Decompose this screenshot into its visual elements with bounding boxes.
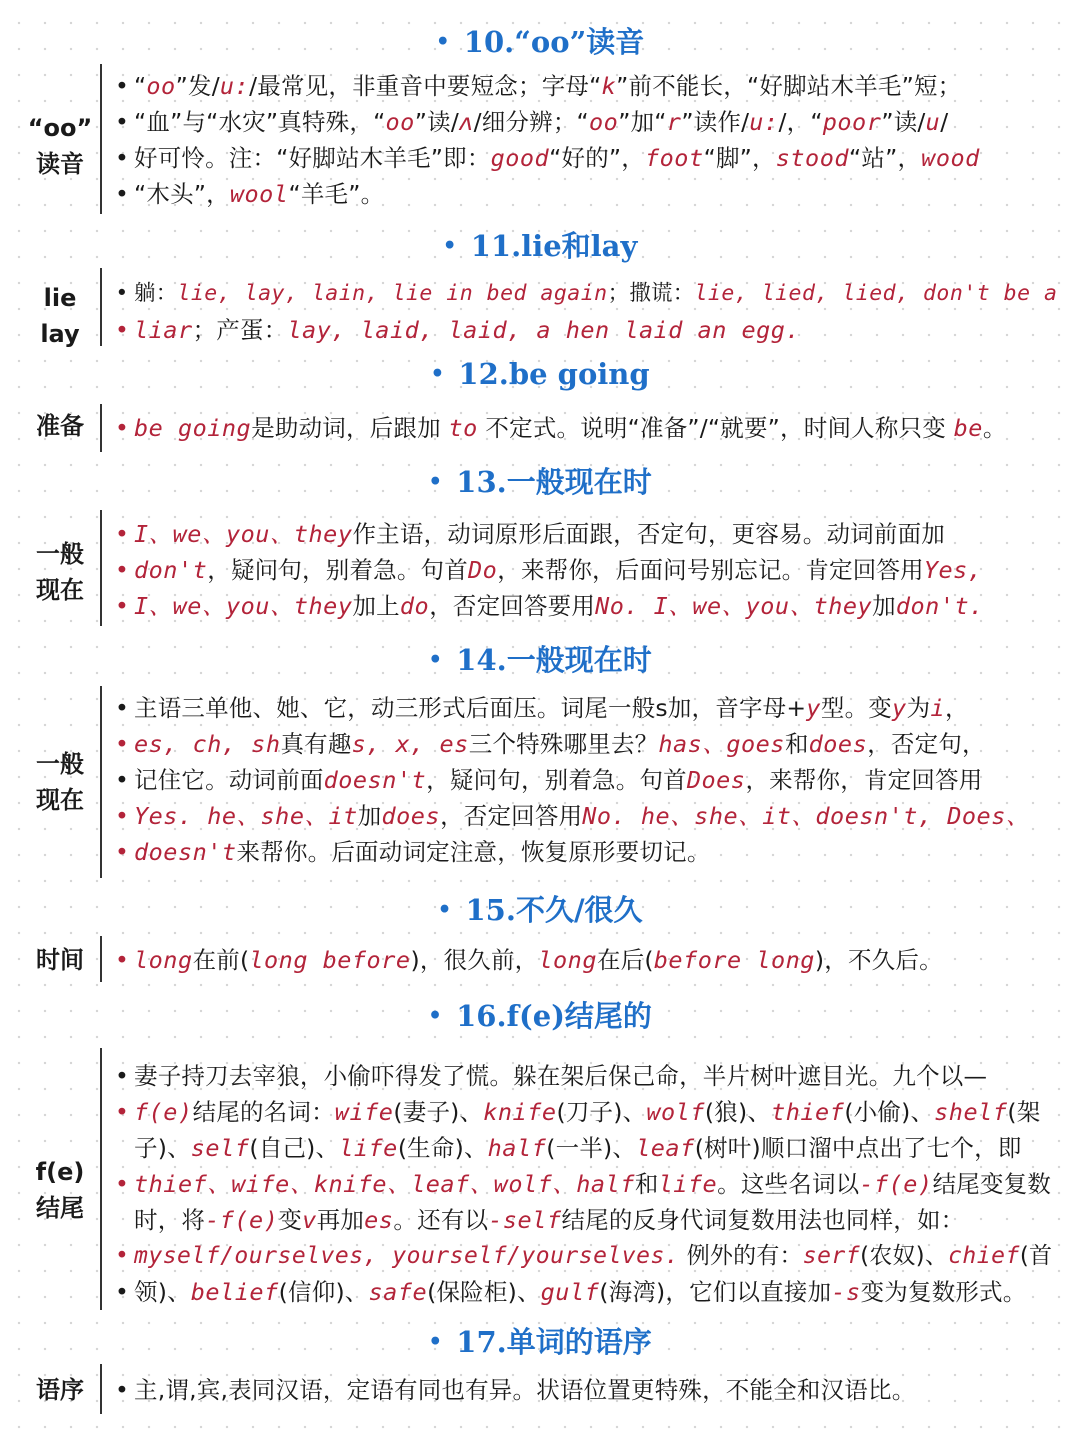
content-line: [110, 1094, 1060, 1130]
section-title: [0, 1324, 1080, 1360]
english-example: v: [302, 1206, 317, 1234]
english-example: oo: [385, 108, 415, 136]
section-label-line: 现在: [36, 786, 84, 814]
english-example: oo: [588, 108, 619, 136]
chinese-text: (妻子)、: [393, 1098, 484, 1126]
section-label: [18, 408, 102, 444]
english-example: -s: [831, 1278, 861, 1306]
english-example: self: [190, 1134, 250, 1162]
chinese-text: 变为复数形式。: [860, 1278, 1027, 1306]
bullet-icon: •: [115, 1243, 129, 1269]
chinese-text: )，很久前，: [410, 946, 539, 974]
title-bullet-icon: •: [435, 29, 450, 55]
section-label-line: 语序: [36, 1376, 84, 1404]
english-example: does: [381, 802, 441, 830]
english-example: ʌ: [458, 108, 474, 136]
chinese-text: ，: [945, 694, 969, 722]
content-line: [110, 942, 1060, 978]
english-example: No. he、she、it、doesn't, Does、: [582, 802, 1030, 830]
bullet-icon: •: [114, 694, 130, 722]
content-line: [110, 176, 1060, 212]
english-example: wool: [229, 180, 289, 208]
chinese-text: (一半)、: [546, 1134, 637, 1162]
bullet-icon: •: [114, 1376, 130, 1404]
english-example: good: [490, 144, 550, 172]
content-line: [110, 1058, 1060, 1094]
content-line: [110, 1274, 1060, 1310]
english-example: wood: [921, 144, 980, 172]
english-example: Yes,: [923, 556, 983, 584]
bullet-icon: •: [114, 1170, 130, 1198]
chinese-text: “羊毛”。: [288, 180, 385, 208]
section-divider: [100, 1048, 102, 1310]
section-label: [18, 746, 102, 818]
bullet-icon: •: [114, 180, 130, 208]
english-example: life: [658, 1170, 718, 1198]
section-title: [0, 892, 1080, 928]
content-line: [110, 690, 1060, 726]
chinese-text: 不定式。说明“准备”/“就要”，时间人称只变: [477, 414, 954, 442]
english-example: u:: [749, 108, 779, 136]
chinese-text: ，疑问句，别着急。句首: [426, 766, 687, 794]
chinese-text: ，来帮你，肯定回答用: [745, 766, 983, 794]
english-example: long: [134, 946, 193, 974]
bullet-icon: •: [114, 1062, 130, 1090]
chinese-text: ，否定回答用: [440, 802, 583, 830]
content-line: [110, 276, 1060, 312]
content-line: [110, 588, 1060, 624]
content-line: [110, 726, 1060, 762]
english-example: y: [892, 694, 907, 722]
chinese-text: 结尾变复数: [932, 1170, 1052, 1198]
section-divider: [100, 686, 102, 878]
content-line: [110, 1202, 1060, 1238]
chinese-text: 时，将: [134, 1206, 206, 1234]
section-title: [0, 24, 1080, 60]
section-divider: [100, 510, 102, 626]
content-line: [110, 68, 1060, 104]
content-line: [110, 552, 1060, 588]
section-title-text: 16.f(e)结尾的: [456, 999, 652, 1033]
chinese-text: /最常见，非重音中要短念；字母“: [249, 72, 602, 100]
english-example: liar: [134, 316, 193, 344]
english-example: long before: [249, 946, 411, 974]
section-divider: [100, 1364, 102, 1414]
section-title-text: 10.“oo”读音: [463, 25, 645, 59]
section-title: [0, 642, 1080, 678]
chinese-text: 领)、: [134, 1278, 191, 1306]
chinese-text: ”前不能长，“好脚站木羊毛”短；: [616, 72, 962, 100]
chinese-text: (刀子)、: [556, 1098, 647, 1126]
section-label-line: 一般: [36, 750, 84, 778]
bullet-icon: •: [114, 556, 130, 584]
english-example: No. I、we、you、they: [595, 592, 873, 620]
english-example: don't.: [895, 592, 984, 620]
chinese-text: /细分辨；“: [473, 108, 589, 136]
english-example: r: [666, 108, 682, 136]
content-line: [110, 140, 1060, 176]
chinese-text: 。还有以: [393, 1206, 489, 1234]
chinese-text: 在后(: [596, 946, 654, 974]
section-label: [18, 280, 102, 352]
section-label-line: 一般: [36, 540, 84, 568]
chinese-text: 型。变: [820, 694, 892, 722]
chinese-text: “木头”，: [134, 180, 230, 208]
section-label-line: 现在: [36, 576, 84, 604]
bullet-icon: •: [114, 946, 130, 974]
chinese-text: “脚”，: [703, 144, 776, 172]
title-bullet-icon: •: [428, 1003, 443, 1029]
chinese-text: /，“: [778, 108, 823, 136]
chinese-text: /: [940, 108, 949, 136]
english-example: myself/ourselves, yourself/yourselves.: [134, 1243, 680, 1269]
content-line: [110, 516, 1060, 552]
chinese-text: ，否定回答要用: [429, 592, 596, 620]
english-example: thief: [771, 1098, 845, 1126]
english-example: before long: [653, 946, 815, 974]
bullet-icon: •: [114, 766, 130, 794]
chinese-text: ”读/: [881, 108, 926, 136]
chinese-text: ，疑问句，别着急。句首: [207, 556, 468, 584]
section-title-text: 14.一般现在时: [456, 643, 652, 677]
chinese-text: 再加: [316, 1206, 365, 1234]
bullet-icon: •: [114, 1098, 130, 1126]
chinese-text: 和: [634, 1170, 659, 1198]
chinese-text: “血”与“水灾”真特殊，“: [134, 108, 386, 136]
bullet-icon: •: [114, 316, 130, 344]
bullet-icon: •: [114, 730, 130, 758]
section-label-line: 结尾: [36, 1194, 84, 1222]
section-title-text: 13.一般现在时: [456, 465, 652, 499]
english-example: es: [364, 1206, 394, 1234]
chinese-text: 加: [357, 802, 382, 830]
section-title: [0, 228, 1080, 264]
chinese-text: (海湾)，它们以直接加: [599, 1278, 832, 1306]
english-example: shelf: [934, 1098, 1008, 1126]
chinese-text: 妻子持刀去宰狼，小偷吓得发了慌。躲在架后保己命，半片树叶遮目光。九个以—: [134, 1062, 988, 1090]
english-example: I、we、you、they: [134, 520, 353, 548]
chinese-text: 好可怜。注：“好脚站木羊毛”即：: [134, 144, 491, 172]
chinese-text: 真有趣: [280, 730, 352, 758]
chinese-text: (信仰)、: [278, 1278, 369, 1306]
content-line: [110, 834, 1060, 870]
chinese-text: (保险柜)、: [427, 1278, 541, 1306]
english-example: foot: [645, 144, 704, 172]
title-bullet-icon: •: [430, 361, 445, 387]
english-example: does: [808, 730, 868, 758]
english-example: wife: [334, 1098, 394, 1126]
content-line: [110, 1130, 1060, 1166]
section-label-line: “oo”: [27, 114, 93, 142]
section-label: [18, 536, 102, 608]
section-divider: [100, 404, 102, 452]
chinese-text: (自己)、: [249, 1134, 340, 1162]
english-example: stood: [775, 144, 850, 172]
english-example: s, x, es: [351, 730, 469, 758]
english-example: -f(e): [859, 1170, 933, 1198]
chinese-text: 加上: [352, 592, 400, 620]
english-example: thief、wife、knife、leaf、wolf、half: [134, 1170, 635, 1198]
english-example: be going: [134, 414, 252, 442]
section-divider: [100, 268, 102, 346]
bullet-icon: •: [114, 520, 130, 548]
chinese-text: 为: [906, 694, 931, 722]
english-example: -f(e): [205, 1206, 279, 1234]
bullet-icon: •: [114, 592, 130, 620]
chinese-text: “: [134, 72, 147, 100]
english-example: to: [448, 414, 478, 442]
bullet-icon: •: [114, 1278, 130, 1306]
chinese-text: 。: [982, 414, 1007, 442]
english-example: oo: [146, 72, 176, 100]
chinese-text: ”加“: [618, 108, 667, 136]
chinese-text: (架: [1007, 1098, 1041, 1126]
section-title-text: 17.单词的语序: [456, 1325, 652, 1359]
section-label: [18, 110, 102, 182]
chinese-text: 主语三单他、她、它，动三形式后面压。词尾一般s加，音字母+: [134, 694, 807, 722]
chinese-text: )，不久后。: [814, 946, 943, 974]
chinese-text: (首: [1019, 1243, 1053, 1269]
section-title: [0, 998, 1080, 1034]
english-example: lie, lay, lain, lie in bed again: [177, 281, 608, 306]
chinese-text: ；撒谎：: [607, 281, 695, 306]
bullet-icon: •: [114, 108, 130, 136]
section-label-line: lay: [40, 320, 80, 348]
english-example: safe: [368, 1278, 428, 1306]
english-example: doesn't: [323, 766, 427, 794]
english-example: be: [953, 414, 983, 442]
bullet-icon: •: [114, 72, 130, 100]
chinese-text: 三个特殊哪里去？: [468, 730, 659, 758]
english-example: life: [339, 1134, 398, 1162]
chinese-text: (农奴)、: [860, 1243, 949, 1269]
section-label: [18, 1372, 102, 1408]
chinese-text: (生命)、: [397, 1134, 488, 1162]
bullet-icon: •: [114, 414, 130, 442]
english-example: belief: [190, 1278, 279, 1306]
chinese-text: 例外的有：: [679, 1243, 803, 1269]
section-divider: [100, 936, 102, 982]
content-line: [110, 312, 1060, 348]
english-example: u: [925, 108, 941, 136]
english-example: gulf: [540, 1278, 600, 1306]
chinese-text: “站”，: [849, 144, 922, 172]
bullet-icon: •: [114, 838, 130, 866]
chinese-text: “好的”，: [549, 144, 646, 172]
title-bullet-icon: •: [428, 469, 443, 495]
chinese-text: ，来帮你，后面问号别忘记。肯定回答用: [497, 556, 924, 584]
content-line: [110, 1238, 1060, 1274]
english-example: k: [601, 72, 617, 100]
chinese-text: ”发/: [175, 72, 220, 100]
content-line: [110, 410, 1060, 446]
english-example: knife: [483, 1098, 557, 1126]
chinese-text: 结尾的名词：: [192, 1098, 335, 1126]
english-example: Yes. he、she、it: [134, 802, 358, 830]
chinese-text: 躺：: [134, 281, 178, 306]
chinese-text: 结尾的反身代词复数用法也同样，如：: [561, 1206, 965, 1234]
english-example: lie, lied, lied, don't be a: [694, 281, 1058, 306]
chinese-text: ”读/: [414, 108, 459, 136]
bullet-icon: •: [114, 802, 130, 830]
english-example: I、we、you、they: [134, 592, 353, 620]
chinese-text: 在前(: [192, 946, 250, 974]
english-example: serf: [802, 1243, 861, 1269]
chinese-text: 主,谓,宾,表同汉语，定语有同也有异。状语位置更特殊，不能全和汉语比。: [134, 1376, 916, 1404]
bullet-icon: •: [115, 281, 129, 306]
section-label-line: 准备: [36, 412, 84, 440]
section-title-text: 15.不久/很久: [465, 893, 643, 927]
section-label: [18, 1154, 102, 1226]
chinese-text: (树叶)顺口溜中点出了七个，即: [694, 1134, 1022, 1162]
english-example: do: [399, 592, 430, 620]
english-example: es, ch, sh: [134, 730, 281, 758]
english-example: u:: [219, 72, 250, 100]
english-example: Does: [686, 766, 746, 794]
bullet-icon: •: [114, 144, 130, 172]
content-line: [110, 762, 1060, 798]
chinese-text: 来帮你。后面动词定注意，恢复原形要切记。: [236, 838, 711, 866]
section-title: [0, 356, 1080, 392]
english-example: don't: [134, 556, 208, 584]
content-line: [110, 1372, 1060, 1408]
english-example: f(e): [134, 1098, 193, 1126]
english-example: -self: [488, 1206, 562, 1234]
english-example: Do: [467, 556, 498, 584]
title-bullet-icon: •: [437, 897, 452, 923]
chinese-text: 。这些名词以: [717, 1170, 860, 1198]
chinese-text: 记住它。动词前面: [134, 766, 324, 794]
section-label-line: 时间: [36, 946, 84, 974]
section-label-line: f(e): [35, 1158, 85, 1186]
title-bullet-icon: •: [442, 233, 457, 259]
chinese-text: 和: [784, 730, 809, 758]
english-example: half: [487, 1134, 547, 1162]
chinese-text: (小偷)、: [844, 1098, 935, 1126]
chinese-text: ，否定句，: [867, 730, 986, 758]
section-divider: [100, 64, 102, 214]
content-line: [110, 798, 1060, 834]
title-bullet-icon: •: [428, 1329, 443, 1355]
english-example: lay, laid, laid, a hen laid an egg.: [287, 316, 801, 344]
chinese-text: ；产蛋：: [192, 316, 288, 344]
section-label: [18, 942, 102, 978]
chinese-text: 加: [872, 592, 896, 620]
chinese-text: 是助动词，后跟加: [251, 414, 449, 442]
english-example: doesn't: [134, 838, 237, 866]
section-title-text: 11.lie和lay: [470, 229, 638, 263]
section-title-text: 12.be going: [458, 357, 650, 391]
english-example: poor: [822, 108, 882, 136]
english-example: i: [930, 694, 946, 722]
section-label-line: lie: [43, 284, 77, 312]
section-label-line: 读音: [36, 150, 84, 178]
english-example: chief: [948, 1243, 1020, 1269]
english-example: y: [806, 694, 821, 722]
english-example: wolf: [646, 1098, 705, 1126]
english-example: long: [538, 946, 597, 974]
english-example: has、goes: [658, 730, 785, 758]
chinese-text: 变: [278, 1206, 303, 1234]
section-title: [0, 464, 1080, 500]
chinese-text: 子)、: [134, 1134, 191, 1162]
content-line: [110, 104, 1060, 140]
content-line: [110, 1166, 1060, 1202]
chinese-text: (狼)、: [704, 1098, 772, 1126]
chinese-text: 作主语，动词原形后面跟，否定句，更容易。动词前面加: [352, 520, 945, 548]
title-bullet-icon: •: [428, 647, 443, 673]
english-example: leaf: [636, 1134, 695, 1162]
chinese-text: ”读作/: [681, 108, 750, 136]
